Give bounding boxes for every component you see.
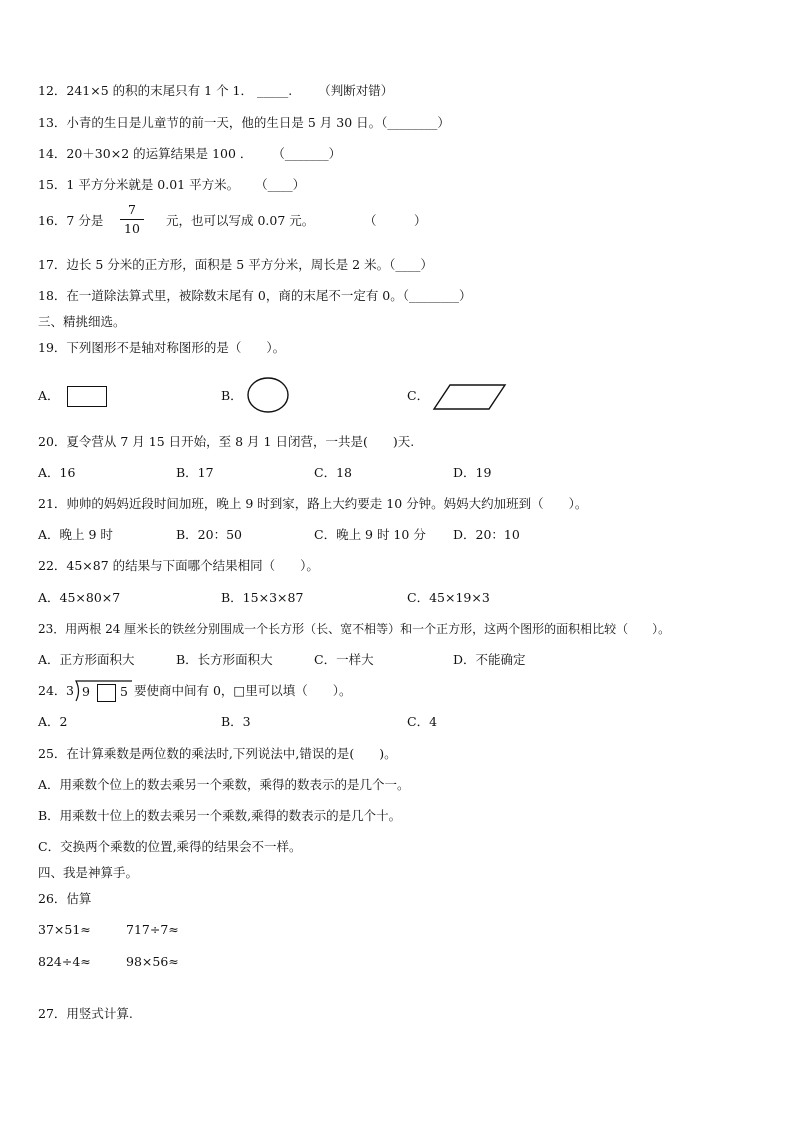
q22-option-c: C．45×19×3 xyxy=(407,590,490,605)
question-19: 19．下列图形不是轴对称图形的是（ ）。 xyxy=(38,340,286,355)
q19-option-b: B． xyxy=(221,388,243,403)
question-25: 25．在计算乘数是两位数的乘法时,下列说法中,错误的是( )。 xyxy=(38,746,397,761)
q20-option-a: A．16 xyxy=(38,465,76,480)
q15-text: 15．1 平方分米就是 0.01 平方米。 xyxy=(38,177,240,192)
q19-option-a: A． xyxy=(38,388,60,403)
question-23: 23．用两根 24 厘米长的铁丝分别围成一个长方形（长、宽不相等）和一个正方形，这两个图形的面积相比较（ ）。 xyxy=(38,622,671,636)
q25-option-b: B．用乘数十位上的数去乘另一个乘数,乘得的数表示的是几个十。 xyxy=(38,808,402,823)
question-12 xyxy=(38,83,393,99)
q20-option-d: D．19 xyxy=(453,465,492,480)
question-16-prefix: 16．7 分是 xyxy=(38,213,104,228)
divisor: 3 xyxy=(66,683,74,698)
estimate-expr-3: 824÷4≈ xyxy=(38,954,91,969)
estimate-expr-4: 98×56≈ xyxy=(126,954,179,969)
unknown-digit-box xyxy=(97,684,116,702)
question-14 xyxy=(38,146,341,162)
q23-option-a: A．正方形面积大 xyxy=(38,652,135,667)
question-15 xyxy=(38,177,305,193)
fraction-numerator: 7 xyxy=(128,202,136,217)
q22-option-b: B．15×3×87 xyxy=(221,590,304,605)
long-division xyxy=(66,680,134,702)
q22-option-a: A．45×80×7 xyxy=(38,590,121,605)
question-13: 13．小青的生日是儿童节的前一天，他的生日是 5 月 30 日。（________） xyxy=(38,115,450,130)
q21-option-c: C．晚上 9 时 10 分 xyxy=(314,527,426,542)
section-heading-3: 三、精挑细选。 xyxy=(38,314,126,329)
q23-option-b: B．长方形面积大 xyxy=(176,652,273,667)
question-24-suffix: 要使商中间有 0，□里可以填（ ）。 xyxy=(134,683,352,698)
q24-option-c: C．4 xyxy=(407,714,438,729)
q25-option-a: A．用乘数个位上的数去乘另一个乘数，乘得的数表示的是几个一。 xyxy=(38,777,410,792)
question-20: 20．夏令营从 7 月 15 日开始，至 8 月 1 日闭营，一共是( )天. xyxy=(38,434,415,449)
q15-paren: （____） xyxy=(255,177,306,192)
fraction-denominator: 10 xyxy=(124,221,140,236)
question-26: 26．估算 xyxy=(38,891,92,906)
question-24-prefix: 24． xyxy=(38,683,67,698)
q21-option-d: D．20：10 xyxy=(453,527,520,542)
q24-option-a: A．2 xyxy=(38,714,68,729)
question-22: 22．45×87 的结果与下面哪个结果相同（ ）。 xyxy=(38,558,319,573)
estimate-expr-2: 717÷7≈ xyxy=(126,922,179,937)
section-heading-4: 四、我是神算手。 xyxy=(38,865,139,880)
q23-option-d: D．不能确定 xyxy=(453,652,526,667)
q20-option-b: B．17 xyxy=(176,465,214,480)
fraction-7-10 xyxy=(120,203,144,236)
question-21: 21．帅帅的妈妈近段时间加班，晚上 9 时到家，路上大约要走 10 分钟。妈妈大约加班到（ ）。 xyxy=(38,496,588,511)
estimate-expr-1: 37×51≈ xyxy=(38,922,91,937)
q19-option-c: C． xyxy=(407,388,430,403)
question-18: 18．在一道除法算式里，被除数末尾有 0，商的末尾不一定有 0。（________） xyxy=(38,288,472,303)
dividend-digit-1: 9 xyxy=(82,684,90,699)
q21-option-a: A．晚上 9 时 xyxy=(38,527,113,542)
parallelogram-shape xyxy=(432,383,508,411)
q12-text: 12．241×5 的积的末尾只有 1 个 1． xyxy=(38,83,253,98)
q12-period: . xyxy=(288,83,293,98)
q12-blank: _____ xyxy=(256,83,289,98)
question-16-paren: （ ） xyxy=(364,213,427,228)
q20-option-c: C．18 xyxy=(314,465,352,480)
question-27: 27．用竖式计算. xyxy=(38,1006,133,1021)
circle-shape xyxy=(246,376,290,414)
q24-option-b: B．3 xyxy=(221,714,251,729)
rectangle-shape xyxy=(67,386,107,407)
q12-tail: （判断对错） xyxy=(318,83,394,98)
q25-option-c: C．交换两个乘数的位置,乘得的结果会不一样。 xyxy=(38,839,302,854)
question-16-suffix: 元，也可以写成 0.07 元。 xyxy=(166,213,315,228)
dividend-digit-3: 5 xyxy=(120,684,128,699)
question-17: 17．边长 5 分米的正方形，面积是 5 平方分米，周长是 2 米。（____） xyxy=(38,257,433,272)
q23-option-c: C．一样大 xyxy=(314,652,374,667)
q14-paren: （_______） xyxy=(272,146,342,161)
q14-text: 14．20＋30×2 的运算结果是 100 ． xyxy=(38,146,253,161)
q21-option-b: B．20：50 xyxy=(176,527,242,542)
